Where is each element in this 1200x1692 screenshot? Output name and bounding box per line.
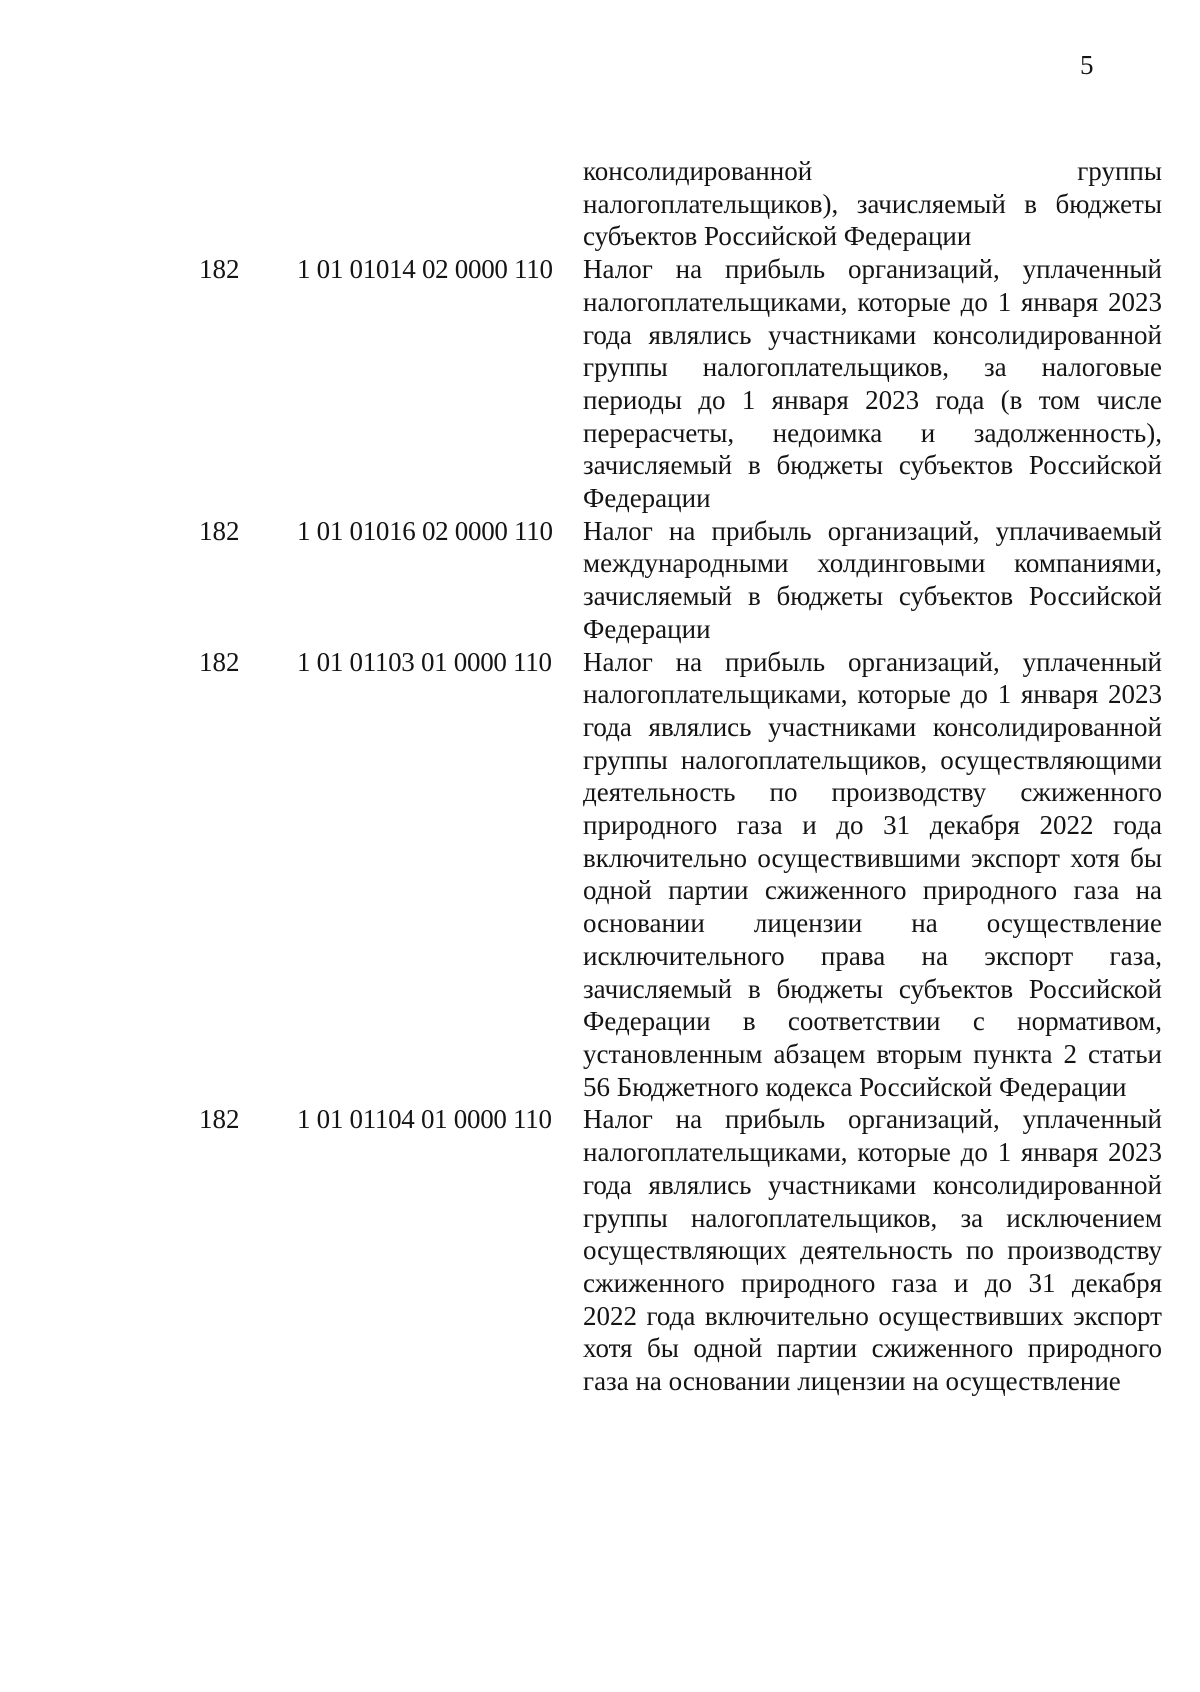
income-description: Налог на прибыль организаций, уплаченный налогоплательщиками, которые до 1 января 2023 года являлись участниками консолидированной группы налогоплательщиков, за исключением осуществляющих деятельность по производству сжиженного природного газа и до 31 декабря 2022 года включительно осуществивших экспорт хотя бы одной партии сжиженного природного газа на основании лицензии на осуществление <box>583 1104 1162 1397</box>
table-row <box>0 515 1200 646</box>
income-description: Налог на прибыль организаций, уплаченный налогоплательщиками, которые до 1 января 2023 года являлись участниками консолидированной группы налогоплательщиков, за налоговые периоды до 1 января 2023 года (в том числе перерасчеты, недоимка и задолженность), зачисляемый в бюджеты субъектов Российской Федерации <box>583 254 1162 514</box>
income-description: Налог на прибыль организаций, уплаченный налогоплательщиками, которые до 1 января 2023 года являлись участниками консолидированной группы налогоплательщиков, осуществляющими деятельность по производству сжиженного природного газа и до 31 декабря 2022 года включительно осуществившими экспорт хотя бы одной партии сжиженного природного газа на основании лицензии на осуществление исключительного права на экспорт газа, зачисляемый в бюджеты субъектов Российской Федерации в соответствии с нормативом, установленным абзацем вторым пункта 2 статьи 56 Бюджетного кодекса Российской Федерации <box>583 646 1162 1102</box>
page-number: 5 <box>1080 50 1094 80</box>
administrator-code: 182 <box>199 1104 240 1135</box>
administrator-code: 182 <box>199 254 240 285</box>
table-row <box>0 1103 1200 1397</box>
budget-classification-code: 1 01 01014 02 0000 110 <box>297 254 553 285</box>
table-row <box>0 155 1200 253</box>
income-description: Налог на прибыль организаций, уплачиваемый международными холдинговыми компаниями, зачисляемый в бюджеты субъектов Российской Федерации <box>583 515 1162 644</box>
budget-classification-code: 1 01 01103 01 0000 110 <box>297 646 552 677</box>
budget-classification-code: 1 01 01016 02 0000 110 <box>297 515 553 546</box>
income-description: консолидированной группы налогоплательщиков), зачисляемый в бюджеты субъектов Российской Федерации <box>583 156 1162 252</box>
administrator-code: 182 <box>199 515 240 546</box>
table-row <box>0 646 1200 1104</box>
table-row <box>0 253 1200 515</box>
administrator-code: 182 <box>199 646 240 677</box>
income-codes-table <box>0 155 1200 1398</box>
budget-classification-code: 1 01 01104 01 0000 110 <box>297 1104 552 1135</box>
